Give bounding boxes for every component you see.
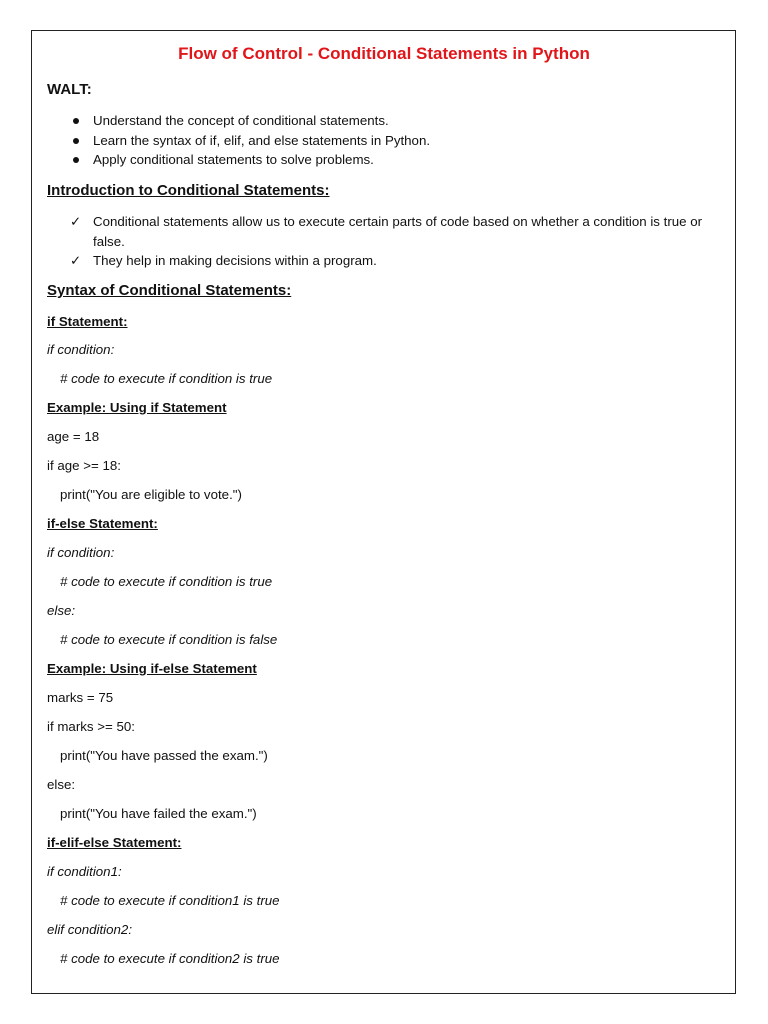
- checkmark-icon: ✓: [70, 214, 82, 229]
- list-item: Apply conditional statements to solve problems.: [47, 150, 430, 170]
- walt-heading: WALT:: [47, 81, 92, 98]
- code-line: # code to execute if condition is false: [60, 632, 278, 647]
- code-line: if age >= 18:: [47, 458, 121, 473]
- code-line: marks = 75: [47, 690, 114, 705]
- code-line: # code to execute if condition2 is true: [60, 951, 280, 966]
- checkmark-icon: ✓: [70, 253, 82, 268]
- list-item: ✓ Conditional statements allow us to execute certain parts of code based on whether a condition is true or false.: [70, 214, 703, 249]
- code-line: else:: [47, 603, 76, 618]
- code-line: else:: [47, 777, 76, 792]
- list-item: ✓ They help in making decisions within a program.: [47, 251, 723, 271]
- syntax-heading: Syntax of Conditional Statements:: [47, 282, 292, 299]
- bullet-icon: [73, 138, 79, 144]
- bullet-icon: [73, 157, 79, 163]
- list-item: Learn the syntax of if, elif, and else statements in Python.: [47, 131, 430, 151]
- if-elif-else-statement-heading: if-elif-else Statement:: [47, 835, 182, 850]
- code-line: if condition:: [47, 545, 115, 560]
- code-line: if condition:: [47, 342, 115, 357]
- if-else-statement-heading: if-else Statement:: [47, 516, 158, 531]
- document-title: Flow of Control - Conditional Statements in Python: [178, 44, 590, 63]
- intro-heading: Introduction to Conditional Statements:: [47, 182, 330, 199]
- code-line: # code to execute if condition is true: [60, 371, 273, 386]
- code-line: if marks >= 50:: [47, 719, 135, 734]
- if-statement-heading: if Statement:: [47, 314, 128, 329]
- code-line: if condition1:: [47, 864, 122, 879]
- code-line: # code to execute if condition1 is true: [60, 893, 280, 908]
- intro-list: [47, 212, 723, 271]
- code-line: print("You are eligible to vote."): [60, 487, 242, 502]
- code-line: age = 18: [47, 429, 100, 444]
- code-line: elif condition2:: [47, 922, 133, 937]
- if-else-example-heading: Example: Using if-else Statement: [47, 661, 257, 676]
- list-item: Understand the concept of conditional statements.: [47, 111, 430, 131]
- code-line: # code to execute if condition is true: [60, 574, 273, 589]
- if-example-heading: Example: Using if Statement: [47, 400, 227, 415]
- bullet-icon: [73, 118, 79, 124]
- code-line: print("You have passed the exam."): [60, 748, 268, 763]
- code-line: print("You have failed the exam."): [60, 806, 257, 821]
- walt-list: [47, 111, 430, 170]
